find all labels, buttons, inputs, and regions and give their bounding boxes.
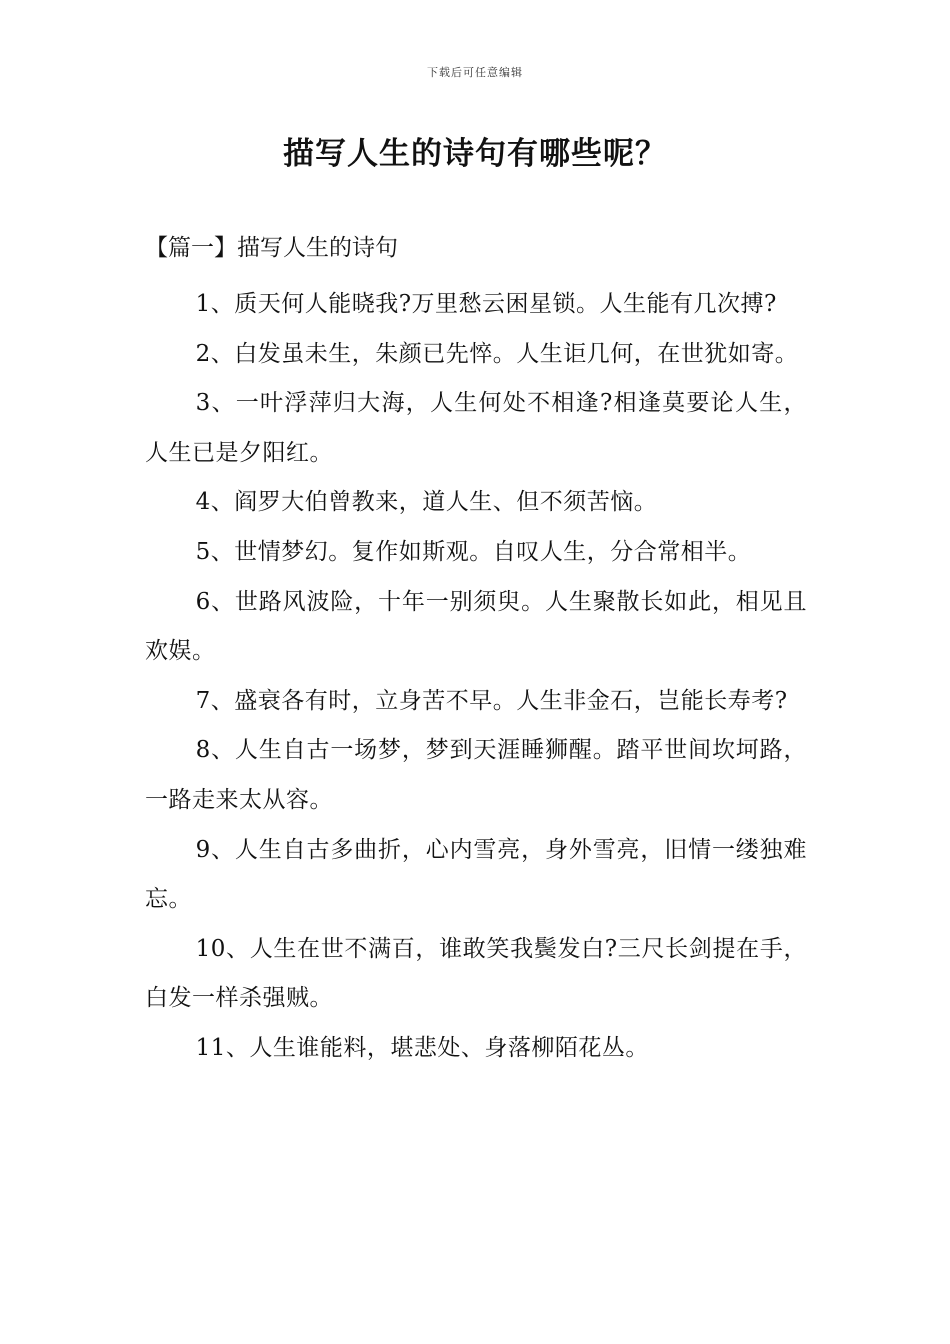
list-item: 5、世情梦幻。复作如斯观。自叹人生，分合常相半。	[195, 538, 752, 565]
list-item: 6、世路风波险，十年一别须臾。人生聚散长如此，相见且欢娱。	[145, 588, 807, 665]
list-item: 1、质天何人能晓我?万里愁云困星锁。人生能有几次搏?	[195, 291, 777, 317]
list-item: 3、一叶浮萍归大海，人生何处不相逢?相逢莫要论人生，人生已是夕阳红。	[145, 390, 807, 466]
page-title: 描写人生的诗句有哪些呢？	[283, 136, 667, 172]
poem-list	[145, 280, 807, 1074]
section-heading: 【篇一】描写人生的诗句	[145, 235, 398, 261]
list-item: 4、阎罗大伯曾教来，道人生、但不须苦恼。	[195, 489, 658, 516]
list-item: 2、白发虽未生，朱颜已先悴。人生讵几何，在世犹如寄。	[195, 340, 799, 367]
list-item: 11、人生谁能料，堪悲处、身落柳陌花丛。	[195, 1034, 649, 1061]
list-item: 9、人生自古多曲折，心内雪亮，身外雪亮，旧情一缕独难忘。	[145, 836, 807, 913]
header-note: 下载后可任意编辑	[427, 66, 523, 79]
list-item: 10、人生在世不满百，谁敢笑我鬓发白?三尺长剑提在手，白发一样杀强贼。	[145, 935, 807, 1012]
list-item: 8、人生自古一场梦，梦到天涯睡狮醒。踏平世间坎坷路，一路走来太从容。	[145, 737, 807, 813]
list-item: 7、盛衰各有时，立身苦不早。人生非金石，岂能长寿考?	[195, 687, 788, 714]
